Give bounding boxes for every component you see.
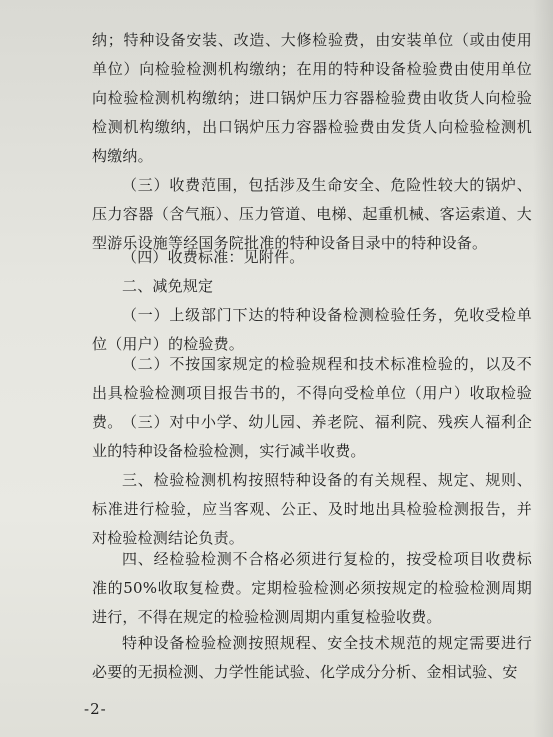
page-number: -2- (84, 700, 107, 718)
paragraph-exemption-3: （三）对中小学、幼儿园、养老院、福利院、残疾人福利企业的特种设备检验检测，实行减半收费。 (92, 413, 532, 460)
section-heading-exemption: 二、减免规定 (122, 277, 214, 295)
page-edge-shadow (533, 0, 553, 737)
paragraph-reinspection-fee: 四、经检验检测不合格必须进行复检的，按受检项目收费标准的50%收取复检费。定期检验检测必须按规定的检验检测周期进行，不得在规定的检验检测周期内重复检验收费。 (92, 550, 532, 626)
paragraph-payment-parties: 纳；特种设备安装、改造、大修检验费，由安装单位（或由使用单位）向检验检测机构缴纳；在用的特种设备检验费由使用单位向检验检测机构缴纳；进口锅炉压力容器检验费由收货人向检验检测机构缴纳，出口锅炉压力容器检验费由发货人向检验检测机构缴纳。 (92, 31, 532, 165)
paragraph-exemption-2: （二）不按国家规定的检验规程和技术标准检验的，以及不出具检验检测项目报告书的，不得向受检单位（用户）收取检验费。 (92, 355, 532, 431)
paragraph-special-tests: 特种设备检验检测按照规程、安全技术规范的规定需要进行必要的无损检测、力学性能试验、化学成分分析、金相试验、安 (92, 634, 532, 681)
paragraph-fee-scope: （三）收费范围，包括涉及生命安全、危险性较大的锅炉、压力容器（含气瓶）、压力管道、电梯、起重机械、客运索道、大型游乐设施等经国务院批准的特种设备目录中的特种设备。 (92, 176, 532, 252)
paragraph-exemption-1: （一）上级部门下达的特种设备检测检验任务，免收受检单位（用户）的检验费。 (92, 306, 532, 353)
paragraph-fee-standard: （四）收费标准：见附件。 (122, 248, 305, 266)
paragraph-inspection-responsibility: 三、检验检测机构按照特种设备的有关规程、规定、规则、标准进行检验，应当客观、公正、及时地出具检验检测报告，并对检验检测结论负责。 (92, 471, 532, 547)
